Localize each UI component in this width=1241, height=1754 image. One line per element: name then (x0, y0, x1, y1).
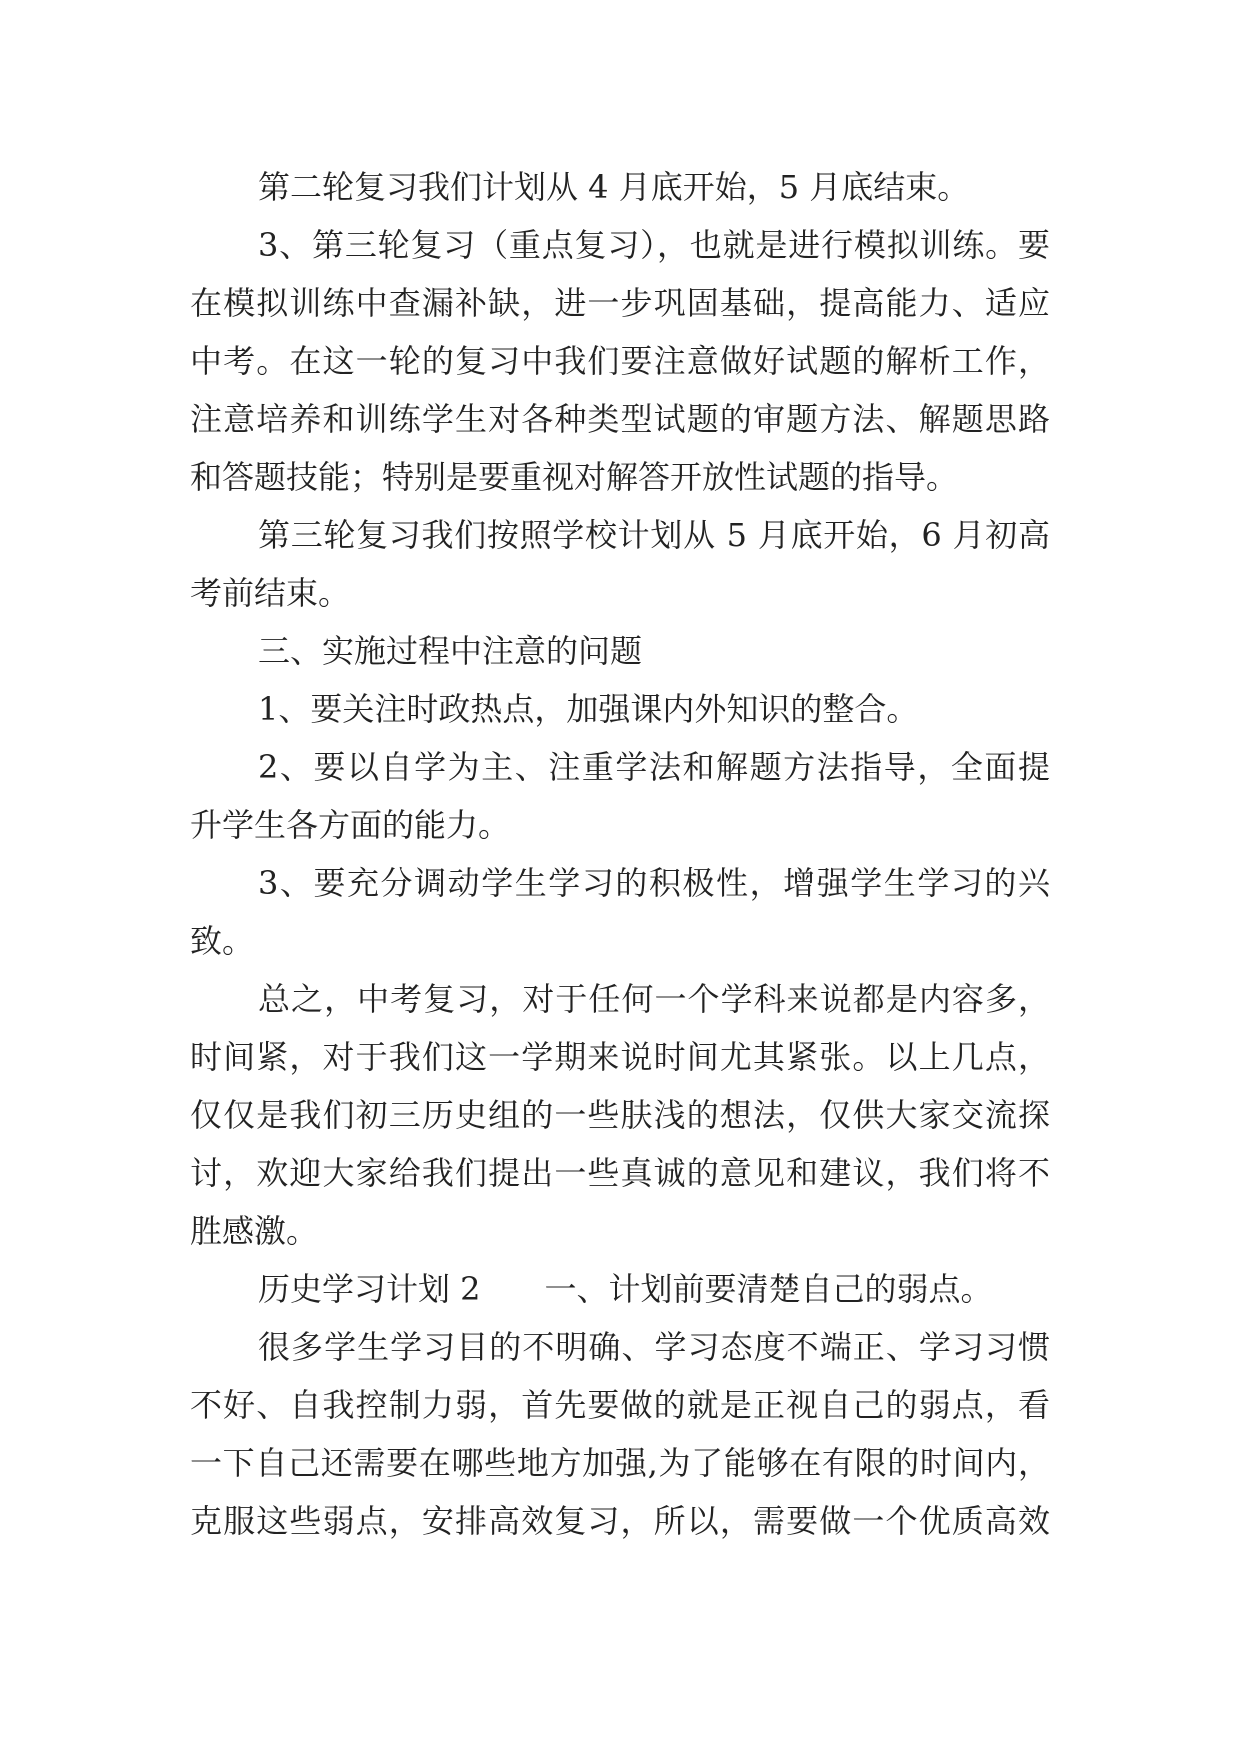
document-body (190, 158, 1050, 1550)
section-heading: 三、实施过程中注意的问题 (258, 632, 643, 670)
text-line: 3、要充分调动学生学习的积极性，增强学生学习的兴 (258, 864, 1050, 902)
text-line: 升学生各方面的能力。 (190, 806, 511, 844)
text-line: 胜感激。 (190, 1212, 319, 1250)
text-line: 中考。在这一轮的复习中我们要注意做好试题的解析工作， (190, 342, 1050, 380)
text-line: 第二轮复习我们计划从 4 月底开始，5 月底结束。 (258, 168, 970, 206)
section-heading: 历史学习计划 2 一、计划前要清楚自己的弱点。 (258, 1270, 993, 1308)
text-line: 和答题技能；特别是要重视对解答开放性试题的指导。 (190, 458, 959, 496)
text-line: 克服这些弱点，安排高效复习，所以，需要做一个优质高效 (190, 1502, 1050, 1540)
text-line: 注意培养和训练学生对各种类型试题的审题方法、解题思路 (190, 400, 1050, 438)
text-line: 第三轮复习我们按照学校计划从 5 月底开始，6 月初高 (258, 516, 1050, 554)
text-line: 仅仅是我们初三历史组的一些肤浅的想法，仅供大家交流探 (190, 1096, 1050, 1134)
text-line: 考前结束。 (190, 574, 351, 612)
text-line: 在模拟训练中查漏补缺，进一步巩固基础，提高能力、适应 (190, 284, 1050, 322)
text-line: 1、要关注时政热点，加强课内外知识的整合。 (258, 690, 919, 728)
text-line: 一下自己还需要在哪些地方加强,为了能够在有限的时间内， (190, 1444, 1050, 1482)
text-line: 2、要以自学为主、注重学法和解题方法指导，全面提 (258, 748, 1050, 786)
text-line: 不好、自我控制力弱，首先要做的就是正视自己的弱点，看 (190, 1386, 1050, 1424)
text-line: 很多学生学习目的不明确、学习态度不端正、学习习惯 (258, 1328, 1050, 1366)
text-line: 讨，欢迎大家给我们提出一些真诚的意见和建议，我们将不 (190, 1154, 1050, 1192)
text-line: 总之，中考复习，对于任何一个学科来说都是内容多， (258, 980, 1050, 1018)
text-line: 时间紧，对于我们这一学期来说时间尤其紧张。以上几点， (190, 1038, 1050, 1076)
text-line: 致。 (190, 922, 255, 960)
text-line: 3、第三轮复习（重点复习），也就是进行模拟训练。要 (258, 226, 1050, 264)
